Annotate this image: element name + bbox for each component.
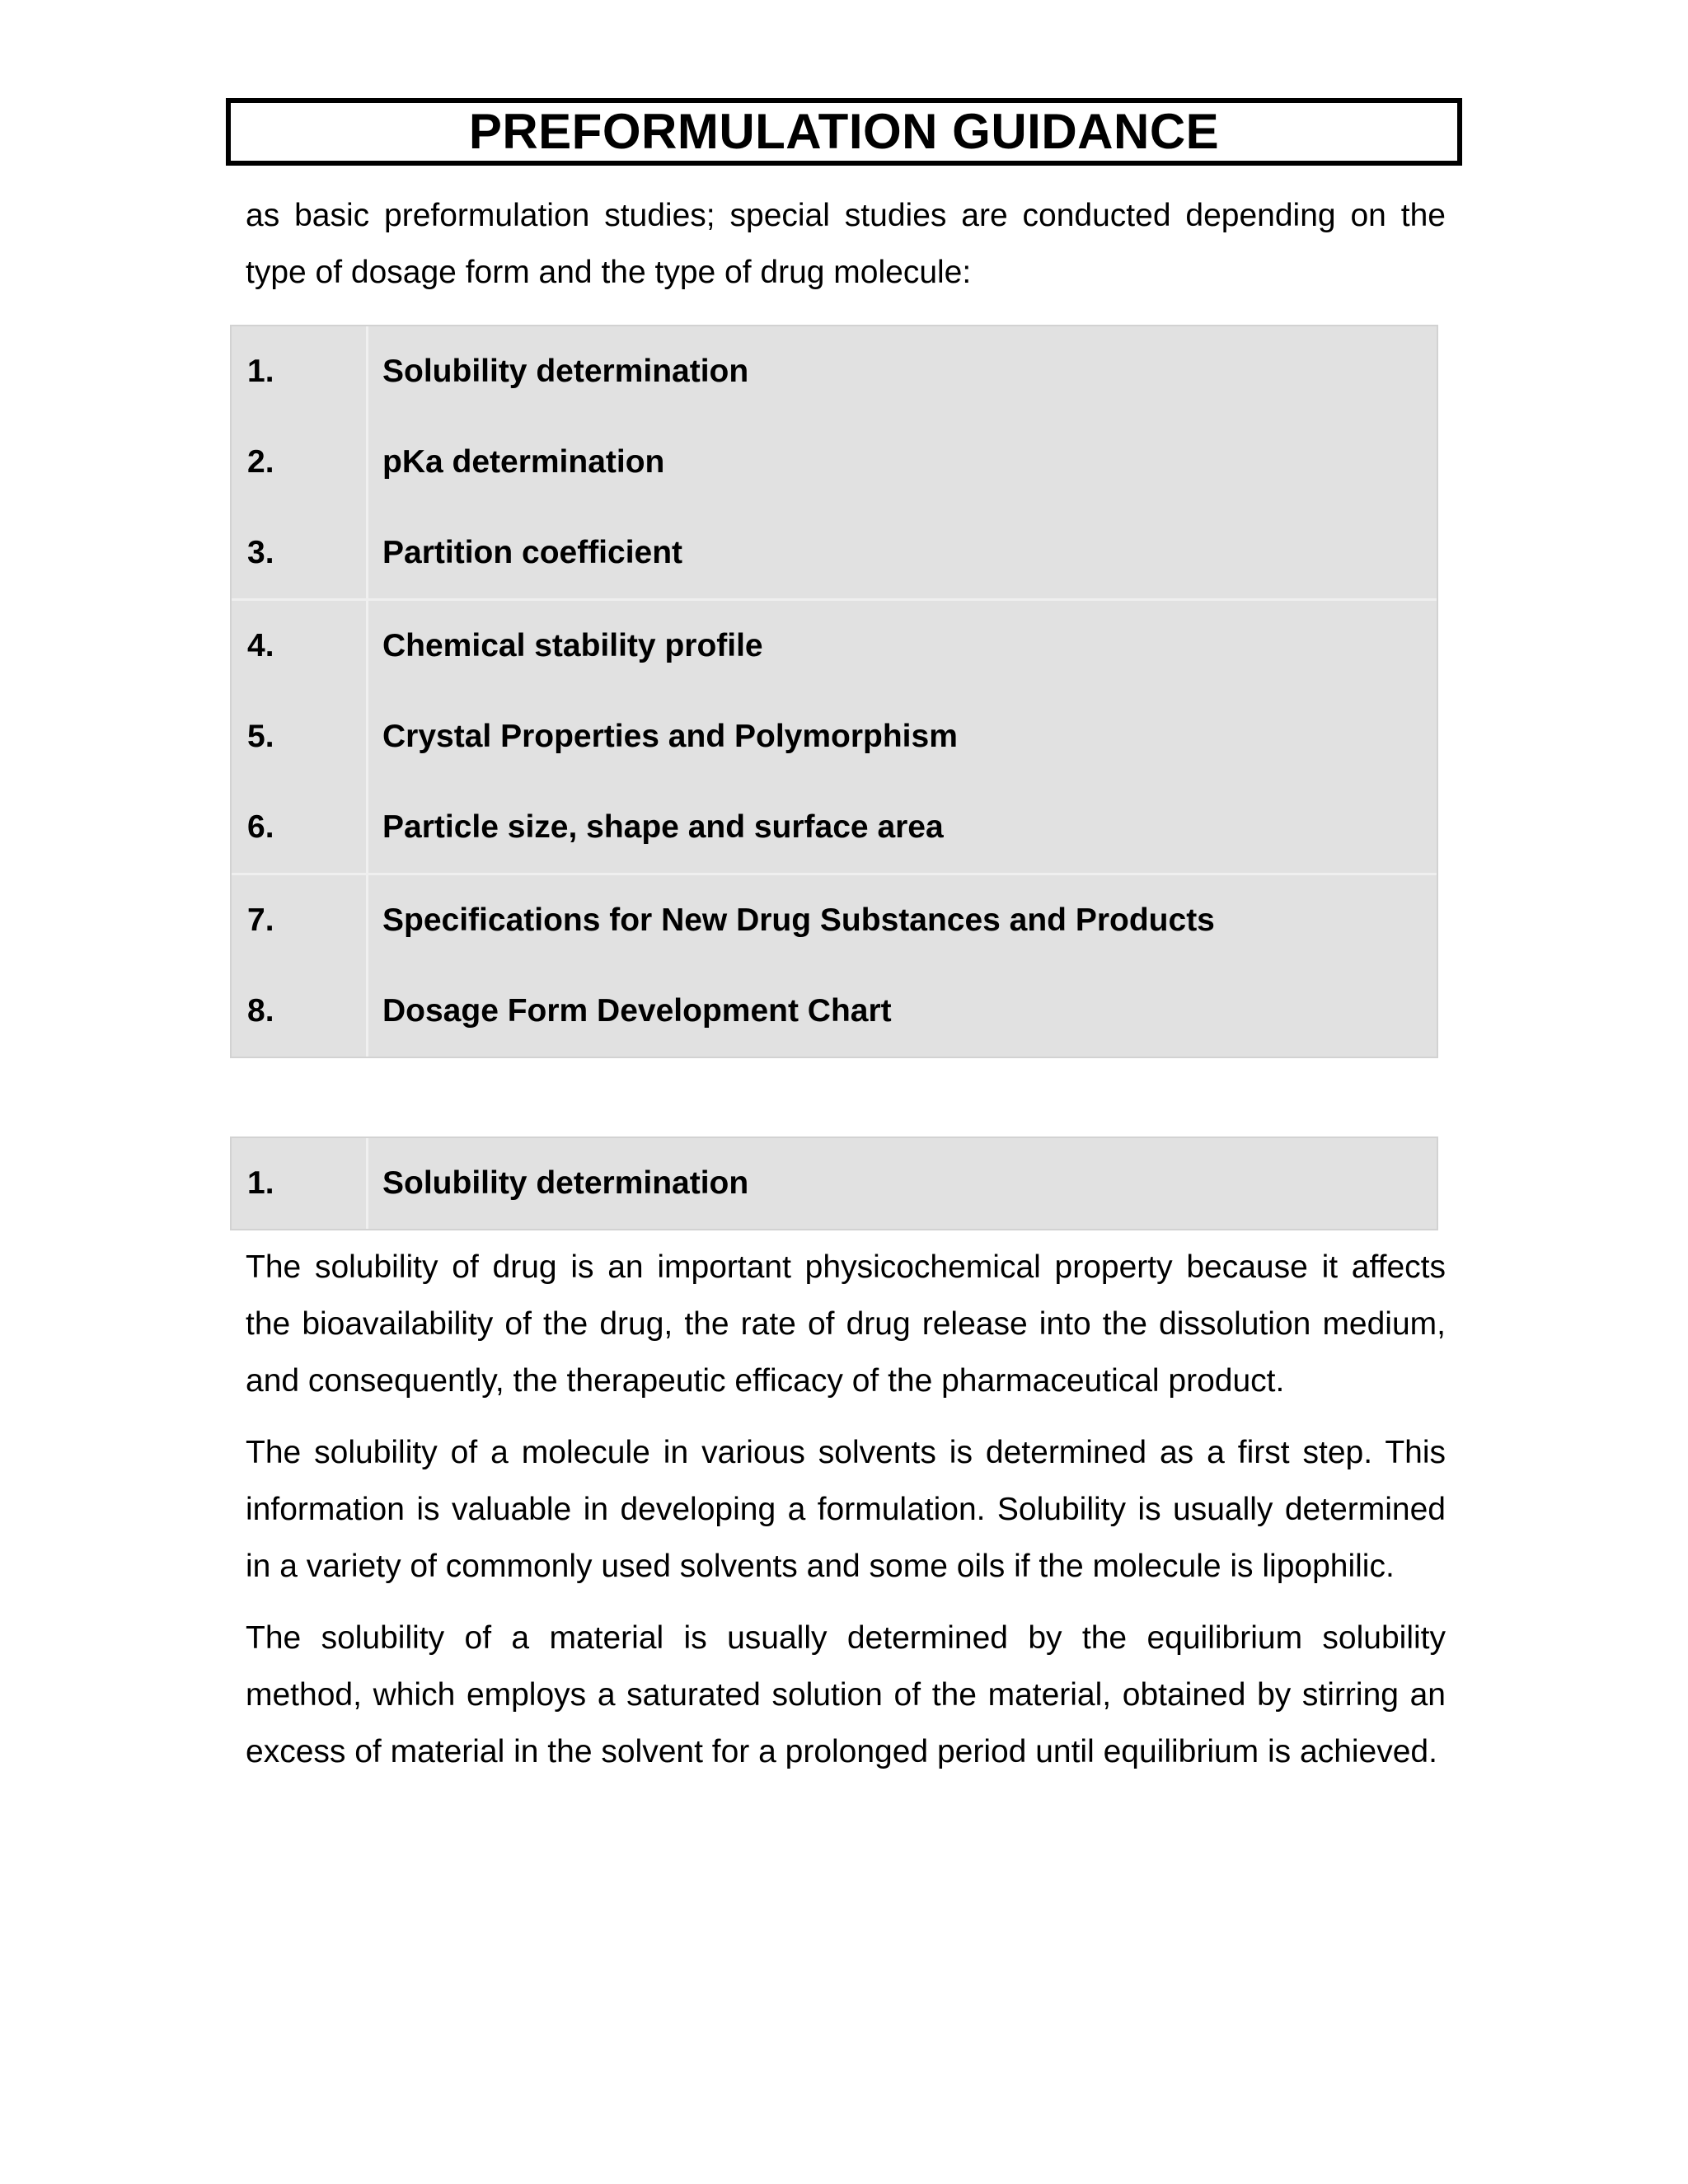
contents-number-column	[232, 326, 368, 598]
section-heading: Solubility determination	[382, 1165, 749, 1201]
contents-label-column	[368, 326, 1437, 598]
body-paragraph: The solubility of drug is an important physicochemical property because it affects the bioavailability of the drug, the rate of drug release into the dissolution medium, and consequently, the therapeutic efficacy of the pharmaceutical product.	[246, 1249, 1446, 1399]
contents-item-number: 7.	[247, 902, 274, 938]
body-paragraph: The solubility of a material is usually determined by the equilibrium solubility method, which employs a saturated solution of the material, obtained by stirring an excess of material in the solvent for a prolonged period until equilibrium is achieved.	[246, 1620, 1446, 1769]
page-title: PREFORMULATION GUIDANCE	[468, 104, 1220, 159]
section-heading-column	[368, 1138, 1437, 1229]
contents-label-column	[368, 875, 1437, 1057]
contents-label-column	[368, 601, 1437, 873]
contents-number-column	[232, 601, 368, 873]
section-heading-row	[232, 1138, 1437, 1229]
contents-item-number: 1.	[247, 354, 274, 389]
contents-number-column	[232, 875, 368, 1057]
contents-item-label: Dosage Form Development Chart	[382, 993, 892, 1029]
contents-item-label: pKa determination	[382, 444, 665, 480]
contents-item-number: 3.	[247, 535, 274, 570]
contents-item-label: Chemical stability profile	[382, 628, 763, 663]
contents-item-label: Particle size, shape and surface area	[382, 809, 944, 845]
page-title-box	[226, 98, 1462, 166]
intro-paragraph: as basic preformulation studies; special studies are conducted depending on the type of dosage form and the type of drug molecule:	[246, 198, 1446, 290]
contents-item-number: 5.	[247, 719, 274, 754]
contents-item-label: Partition coefficient	[382, 535, 683, 570]
section-number-column	[232, 1138, 368, 1229]
section-heading-box	[230, 1137, 1438, 1230]
contents-item-number: 2.	[247, 444, 274, 480]
contents-item-label: Specifications for New Drug Substances and Products	[382, 902, 1215, 938]
contents-item-number: 8.	[247, 993, 274, 1029]
contents-item-number: 4.	[247, 628, 274, 663]
body-paragraph: The solubility of a molecule in various solvents is determined as a first step. This information is valuable in developing a formulation. Solubility is usually determined in a variety of commonly used solvents and some oils if the molecule is lipophilic.	[246, 1435, 1446, 1584]
contents-group	[232, 601, 1437, 875]
section-number: 1.	[247, 1165, 274, 1201]
contents-table	[230, 325, 1438, 1058]
contents-item-number: 6.	[247, 809, 274, 845]
contents-group	[232, 875, 1437, 1057]
contents-item-label: Solubility determination	[382, 354, 749, 389]
contents-item-label: Crystal Properties and Polymorphism	[382, 719, 958, 754]
contents-group	[232, 326, 1437, 601]
